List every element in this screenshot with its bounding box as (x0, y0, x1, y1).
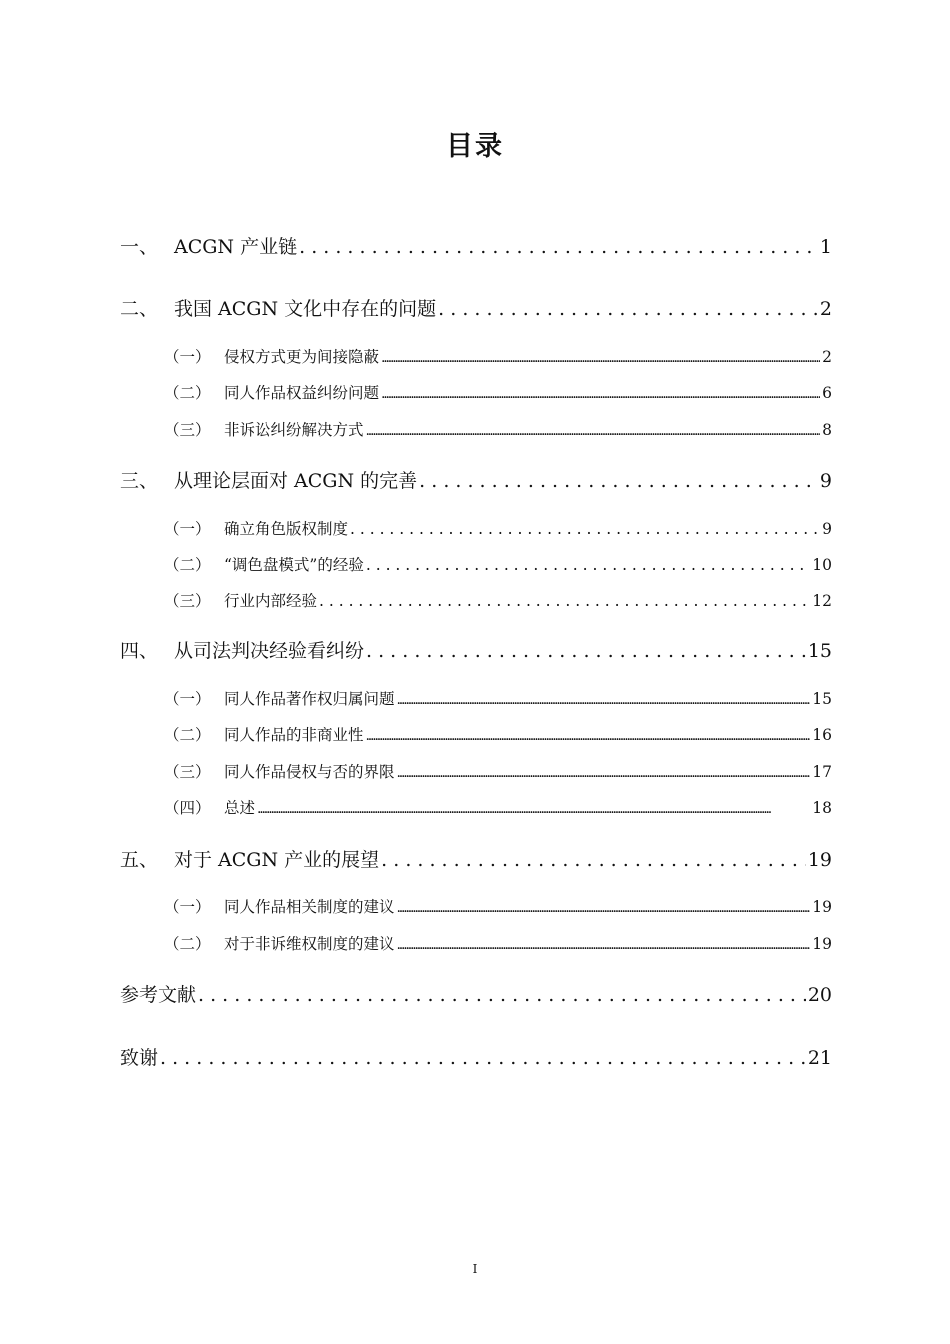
toc-entry-page: 2 (822, 348, 832, 366)
dot-leader (438, 298, 818, 320)
toc-entry-title: 总述 (224, 799, 256, 817)
dot-leader (257, 801, 810, 817)
dot-leader (319, 592, 810, 610)
toc-entry-number: （二） (164, 935, 211, 953)
toc-entry-page: 19 (812, 898, 832, 916)
toc-entry-number: 三、 (120, 470, 159, 492)
toc-entry-number: （一） (164, 898, 211, 916)
toc-entry[interactable] (120, 466, 832, 492)
dot-leader (381, 386, 820, 402)
toc-entry-title: 确立角色版权制度 (224, 520, 349, 538)
toc-entry-number: （三） (164, 421, 211, 439)
dot-leader (397, 765, 811, 781)
dot-leader (198, 984, 806, 1006)
toc-subentry[interactable] (120, 553, 832, 575)
dot-leader (366, 728, 811, 744)
toc-entry-number: （三） (164, 763, 211, 781)
toc-entry-title: 对于 ACGN 产业的展望 (174, 849, 380, 871)
toc-subentry[interactable] (120, 760, 832, 782)
dot-leader (366, 556, 810, 574)
toc-entry-title: 从司法判决经验看纠纷 (174, 640, 365, 662)
toc-subentry[interactable] (120, 723, 832, 745)
toc-entry-title: “调色盘模式”的经验 (224, 556, 364, 574)
toc-entry-page: 8 (822, 421, 832, 439)
toc-entry[interactable] (120, 636, 832, 662)
toc-entry-title: 对于非诉维权制度的建议 (224, 935, 395, 953)
toc-entry[interactable] (120, 1043, 832, 1069)
toc-subentry[interactable] (120, 381, 832, 403)
toc-subentry[interactable] (120, 345, 832, 367)
dot-leader (397, 900, 811, 916)
toc-entry[interactable] (120, 980, 832, 1006)
toc-subentry[interactable] (120, 687, 832, 709)
toc-entry-page: 2 (819, 298, 832, 320)
toc-entry-page: 21 (807, 1047, 832, 1069)
toc-entry-number: （二） (164, 384, 211, 402)
toc-entry[interactable] (120, 845, 832, 871)
toc-entry-page: 12 (812, 592, 832, 610)
toc-entry-page: 19 (807, 849, 832, 871)
toc-entry-number: （四） (164, 799, 211, 817)
toc-subentry[interactable] (120, 796, 832, 818)
toc-entry-page: 15 (812, 690, 832, 708)
toc-entry[interactable] (120, 232, 832, 258)
toc-entry-number: （二） (164, 726, 211, 744)
toc-entry-number: 五、 (120, 849, 159, 871)
dot-leader (350, 520, 820, 538)
toc-entry-number: （一） (164, 520, 211, 538)
toc-entry-title: 同人作品的非商业性 (224, 726, 364, 744)
dot-leader (397, 692, 811, 708)
toc-entry-title: 我国 ACGN 文化中存在的问题 (174, 298, 437, 320)
toc-entry-page: 18 (812, 799, 832, 817)
toc-entry-number: （二） (164, 556, 211, 574)
toc-entry-title: 非诉讼纠纷解决方式 (224, 421, 364, 439)
toc-entry-page: 15 (807, 640, 832, 662)
toc-entry-page: 10 (812, 556, 832, 574)
toc-entry-title: 同人作品相关制度的建议 (224, 898, 395, 916)
dot-leader (299, 236, 818, 258)
toc-entry-title: 同人作品权益纠纷问题 (224, 384, 380, 402)
toc-subentry[interactable] (120, 895, 832, 917)
toc-entry-number: 四、 (120, 640, 159, 662)
toc-entry-number: （一） (164, 690, 211, 708)
page-number-footer: I (472, 1262, 478, 1276)
toc-entry-page: 9 (819, 470, 832, 492)
toc-entry-number: 二、 (120, 298, 159, 320)
toc-entry-page: 20 (807, 984, 832, 1006)
dot-leader (366, 423, 821, 439)
toc-entry-title: 侵权方式更为间接隐蔽 (224, 348, 380, 366)
toc-entry-number: （三） (164, 592, 211, 610)
toc-subentry[interactable] (120, 418, 832, 440)
toc-entry-page: 19 (812, 935, 832, 953)
toc-entry[interactable] (120, 294, 832, 320)
toc-subentry[interactable] (120, 517, 832, 539)
toc-entry-title: 行业内部经验 (224, 592, 318, 610)
dot-leader (366, 640, 806, 662)
toc-entry-title: 同人作品侵权与否的界限 (224, 763, 395, 781)
page-title: 目录 (446, 131, 504, 162)
toc-entry-page: 6 (822, 384, 832, 402)
toc-entry-title: 从理论层面对 ACGN 的完善 (174, 470, 418, 492)
toc-entry-page: 1 (819, 236, 832, 258)
toc-entry-title: 参考文献 (120, 984, 197, 1006)
dot-leader (381, 849, 806, 871)
toc-entry-title: 致谢 (120, 1047, 159, 1069)
dot-leader (419, 470, 818, 492)
toc-entry-number: （一） (164, 348, 211, 366)
toc-subentry[interactable] (120, 589, 832, 611)
toc-entry-title: 同人作品著作权归属问题 (224, 690, 395, 708)
toc-entry-page: 17 (812, 763, 832, 781)
toc-entry-page: 16 (812, 726, 832, 744)
dot-leader (397, 937, 811, 953)
dot-leader (381, 350, 820, 366)
dot-leader (160, 1047, 806, 1069)
toc-entry-page: 9 (822, 520, 832, 538)
toc-subentry[interactable] (120, 932, 832, 954)
toc-entry-title: ACGN 产业链 (174, 236, 298, 258)
toc-entry-number: 一、 (120, 236, 159, 258)
